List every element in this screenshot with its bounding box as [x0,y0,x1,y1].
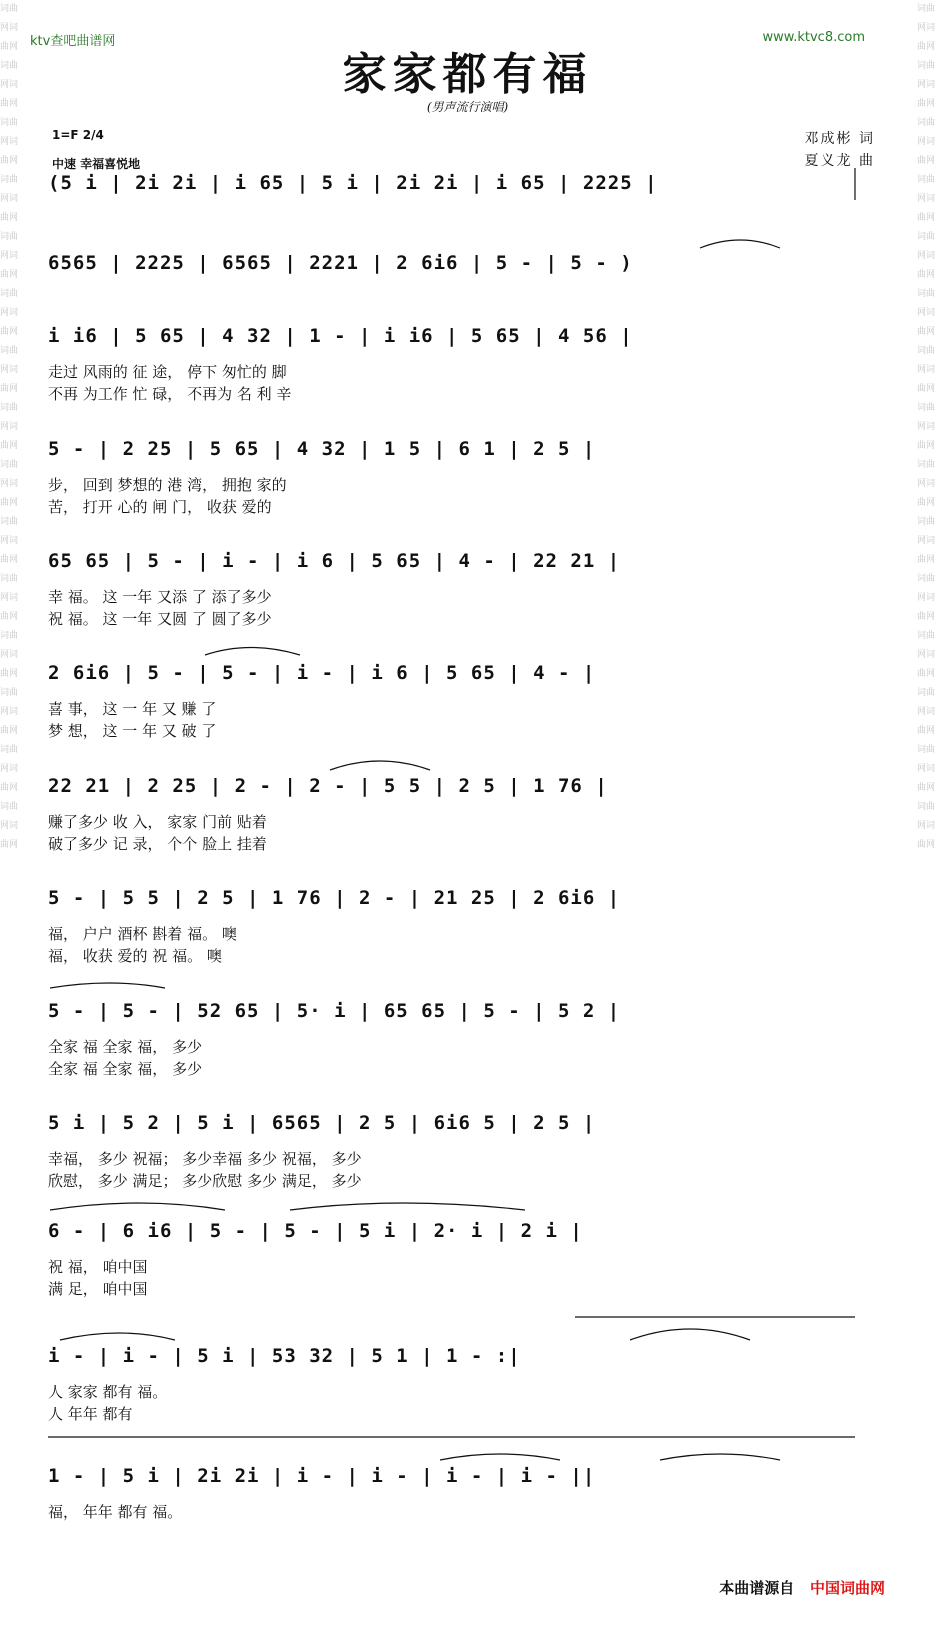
notation-line: i - | i - | 5 i | 53 32 | 5 1 | 1 - :| [48,1345,521,1367]
watermark-left[interactable]: ktv查吧曲谱网 [30,34,116,49]
notation-line: 5 - | 5 - | 52 65 | 5· i | 65 65 | 5 - | 5 2 | [48,1000,621,1022]
notation-line: i i6 | 5 65 | 4 32 | 1 - | i i6 | 5 65 | 4 56 | [48,325,633,347]
lyric-line: 梦 想， 这 一 年 又 破 了 [48,722,217,740]
song-title: 家家都有福 [342,49,593,100]
lyric-line: 幸福， 多少 祝福； 多少幸福 多少 祝福， 多少 [48,1150,362,1168]
lyricist-credit: 邓成彬 词 [804,131,875,147]
left-side-watermark: 词曲网词曲网词曲网词曲网词曲网词曲网词曲网词曲网词曲网词曲网词曲网词曲网词曲网词曲网词曲网词曲网词曲网词曲网词曲网词曲网词曲网词曲网词曲网词曲网词曲网词曲网词曲网词曲网词曲网词曲网 [0,4,18,850]
notation-line: 5 - | 5 5 | 2 5 | 1 76 | 2 - | 21 25 | 2 6i6 | [48,887,621,909]
lyric-line: 全家 福 全家 福， 多少 [48,1060,203,1078]
lyric-line: 欣慰， 多少 满足； 多少欣慰 多少 满足， 多少 [48,1172,362,1190]
watermark-right[interactable]: www.ktvc8.com [762,30,865,45]
notation-line: 65 65 | 5 - | i - | i 6 | 5 65 | 4 - | 22 21 | [48,550,621,572]
lyric-line: 福， 户户 酒杯 斟着 福。 噢 [48,925,237,943]
lyric-line: 人 年年 都有 [48,1405,133,1423]
notation-line: 5 - | 2 25 | 5 65 | 4 32 | 1 5 | 6 1 | 2 5 | [48,438,596,460]
lyric-line: 赚了多少 收 入， 家家 门前 贴着 [48,813,267,831]
notation-line: 2 6i6 | 5 - | 5 - | i - | i 6 | 5 65 | 4 - | [48,662,596,684]
lyric-line: 满 足， 咱中国 [48,1280,148,1298]
key-signature: 1=F 2/4 [52,128,104,142]
notation-line: 1 - | 5 i | 2i 2i | i - | i - | i - | i - || [48,1465,596,1487]
notation-line: 22 21 | 2 25 | 2 - | 2 - | 5 5 | 2 5 | 1 76 | [48,775,608,797]
lyric-line: 不再 为工作 忙 碌， 不再为 名 利 辛 [48,385,292,403]
tempo-marking: 中速 幸福喜悦地 [52,157,141,171]
lyric-line: 喜 事， 这 一 年 又 赚 了 [48,700,217,718]
notation-line: 5 i | 5 2 | 5 i | 6565 | 2 5 | 6i6 5 | 2 5 | [48,1112,596,1134]
notation-line: 6 - | 6 i6 | 5 - | 5 - | 5 i | 2· i | 2 i | [48,1220,583,1242]
lyric-line: 苦， 打开 心的 闸 门， 收获 爱的 [48,498,272,516]
lyric-line: 走过 风雨的 征 途， 停下 匆忙的 脚 [48,363,287,381]
notation-line: 6565 | 2225 | 6565 | 2221 | 2 6i6 | 5 - | 5 - ) [48,252,633,274]
lyric-line: 祝 福， 咱中国 [48,1258,148,1276]
source-site[interactable]: 中国词曲网 [809,1579,885,1597]
notation-line: (5 i | 2i 2i | i 65 | 5 i | 2i 2i | i 65 | 2225 | [48,172,658,194]
lyric-line: 福， 年年 都有 福。 [48,1503,183,1521]
lyric-line: 步， 回到 梦想的 港 湾， 拥抱 家的 [48,476,287,494]
source-credit[interactable] [719,1577,885,1598]
composer-credit: 夏义龙 曲 [804,153,875,169]
performance-note: (男声流行演唱) [426,100,509,114]
lyric-line: 人 家家 都有 福。 [48,1383,168,1401]
lyric-line: 福， 收获 爱的 祝 福。 噢 [48,947,222,965]
right-side-watermark: 词曲网词曲网词曲网词曲网词曲网词曲网词曲网词曲网词曲网词曲网词曲网词曲网词曲网词曲网词曲网词曲网词曲网词曲网词曲网词曲网词曲网词曲网词曲网词曲网词曲网词曲网词曲网词曲网词曲网词曲网 [917,4,935,850]
lyric-line: 全家 福 全家 福， 多少 [48,1038,203,1056]
source-label: 本曲谱源自 [719,1579,795,1597]
lyric-line: 祝 福。 这 一年 又圆 了 圆了多少 [48,610,272,628]
lyric-line: 破了多少 记 录， 个个 脸上 挂着 [48,835,267,853]
lyric-line: 幸 福。 这 一年 又添 了 添了多少 [48,588,272,606]
